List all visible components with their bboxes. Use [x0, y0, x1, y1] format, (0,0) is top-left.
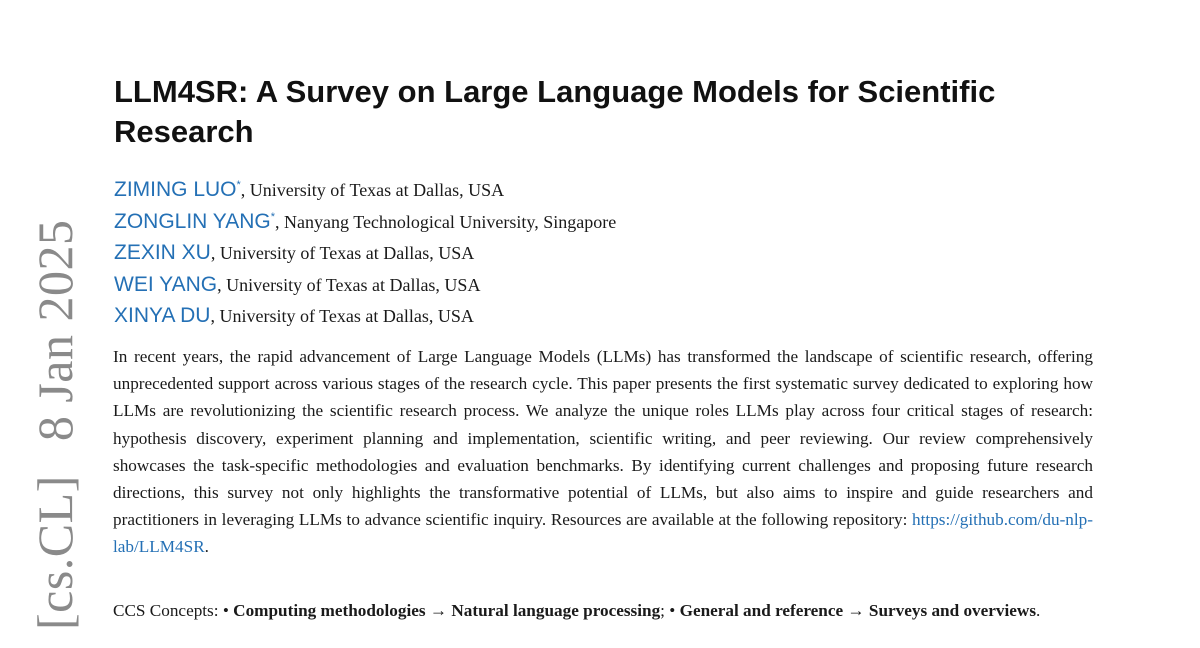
author-list — [114, 170, 616, 328]
author-affiliation: , University of Texas at Dallas, USA — [210, 243, 475, 263]
ccs-end: . — [1036, 601, 1041, 620]
ccs-concept-general: General and reference → Surveys and overviews — [679, 601, 1037, 620]
author-name[interactable]: ZEXIN XU — [114, 241, 211, 264]
author-affiliation: , University of Texas at Dallas, USA — [217, 274, 481, 295]
author-entry — [114, 265, 616, 297]
author-affiliation: , Nanyang Technological University, Singapore — [275, 211, 617, 232]
author-entry — [114, 170, 616, 202]
ccs-bullet: • — [222, 601, 234, 620]
author-affiliation: , University of Texas at Dallas, USA — [240, 180, 505, 200]
author-entry — [114, 233, 616, 265]
abstract — [113, 343, 1093, 561]
author-footnote-mark: * — [270, 210, 276, 223]
arxiv-category: [cs.CL] — [27, 475, 83, 630]
ccs-concepts — [113, 597, 1093, 624]
author-name[interactable]: XINYA DU — [114, 304, 211, 327]
repository-link[interactable]: https://github.com/du-nlp-lab/LLM4SR — [113, 510, 1093, 557]
author-name[interactable]: ZIMING LUO — [114, 178, 237, 201]
arxiv-date: 8 Jan 2025 — [27, 219, 83, 442]
paper-title: LLM4SR: A Survey on Large Language Models for Scientific Research — [114, 74, 996, 149]
author-entry — [114, 202, 616, 234]
ccs-label: CCS Concepts: — [113, 601, 223, 620]
author-name[interactable]: WEI YANG — [114, 272, 218, 296]
abstract-text: In recent years, the rapid advancement of Large Language Models (LLMs) has transformed the landscape of scientific research, offering unprecedented support across various stages of the research cycle. This paper presents the first systematic survey dedicated to exploring how LLMs are revolutionizing the scientific research process. We analyze the unique roles LLMs play across four critical stages of research: hypothesis discovery, experiment planning and implementation, scientific writing, and peer reviewing. Our review comprehensively showcases the task-specific methodologies and evaluation benchmarks. By identifying current challenges and proposing future research directions, this survey not only highlights the transformative potential of LLMs, but also aims to inspire and guide researchers and practitioners in leveraging LLMs to advance scientific inquiry. Resources are available at the following repository: — [113, 347, 1093, 530]
author-entry — [114, 296, 616, 328]
abstract-end: . — [204, 537, 209, 557]
arxiv-stamp — [27, 219, 83, 631]
ccs-separator: ; — [660, 601, 670, 620]
ccs-bullet: • — [669, 601, 680, 620]
author-footnote-mark: * — [236, 179, 241, 191]
author-affiliation: , University of Texas at Dallas, USA — [210, 306, 474, 326]
author-name[interactable]: ZONGLIN YANG — [114, 209, 271, 233]
ccs-concept-computing: Computing methodologies → Natural language processing — [233, 601, 661, 620]
